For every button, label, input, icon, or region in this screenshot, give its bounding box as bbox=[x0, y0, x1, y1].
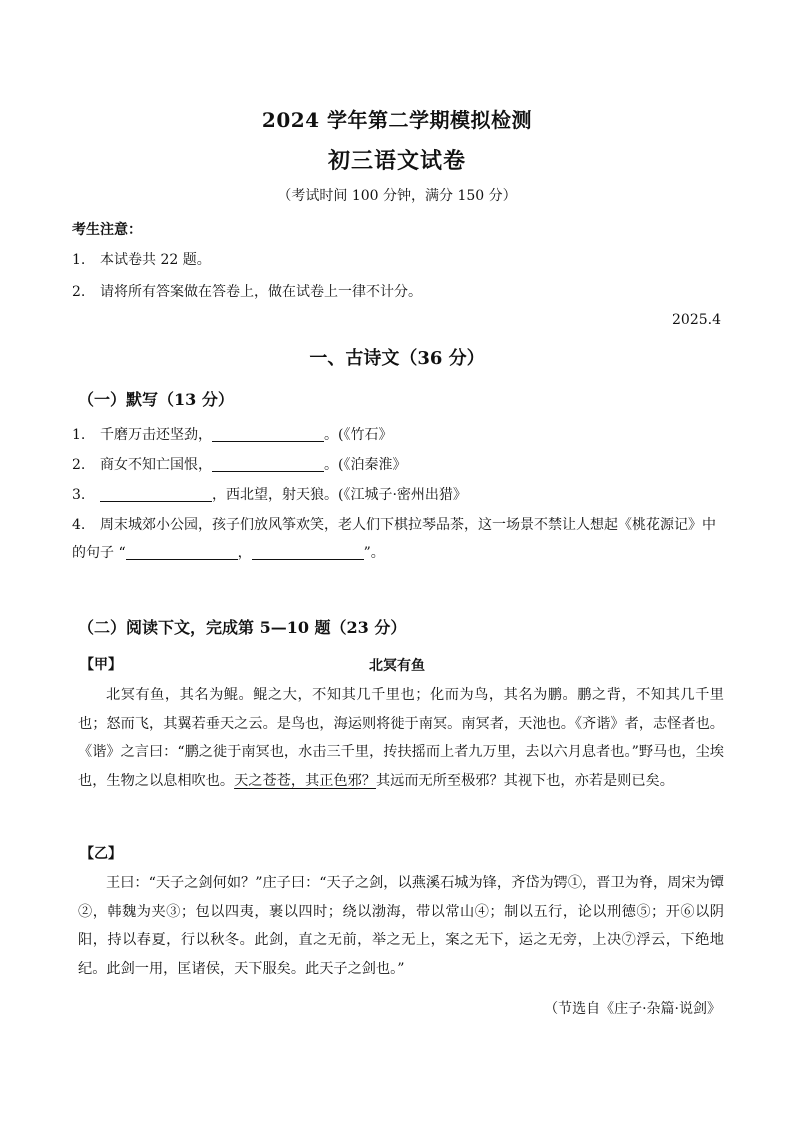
question-number: 3. bbox=[72, 487, 86, 503]
question-source: 。(《竹石》 bbox=[324, 427, 393, 443]
answer-blank bbox=[212, 455, 324, 472]
answer-blank bbox=[126, 543, 238, 560]
part-heading: （一）默写（13 分） bbox=[78, 390, 234, 409]
notice-item-text: 请将所有答案做在答卷上，做在试卷上一律不计分。 bbox=[100, 284, 422, 300]
question-number: 1. bbox=[72, 427, 86, 443]
notice-item-text: 本试卷共 22 题。 bbox=[100, 252, 211, 268]
exam-title: 2024 学年第二学期模拟检测 bbox=[261, 108, 533, 132]
passage-jia bbox=[78, 681, 724, 795]
answer-blank bbox=[100, 485, 212, 502]
notice-item bbox=[72, 249, 211, 269]
question-text: ，西北望，射天狼。(《江城子·密州出猎》 bbox=[212, 487, 467, 503]
passage-text: 北冥有鱼，其名为鲲。鲲之大，不知其几千里也；化而为鸟，其名为鹏。鹏之背，不知其几千里也；怒而飞，其翼若垂天之云。是鸟也，海运则将徙于南冥。南冥者，天池也。《齐谐》者，志怪者也。《谐》之言曰：“鹏之徙于南冥也，水击三千里，抟扶摇而上者九万里，去以六月息者也。”野马也，尘埃也，生物之以息相吹也。 bbox=[78, 687, 724, 789]
question-2 bbox=[72, 451, 406, 479]
notice-item bbox=[72, 281, 422, 301]
question-source: 。(《泊秦淮》 bbox=[324, 457, 407, 473]
question-number: 2. bbox=[72, 457, 86, 473]
exam-time-info: （考试时间 100 分钟，满分 150 分） bbox=[277, 188, 517, 204]
question-1 bbox=[72, 421, 392, 449]
part-heading: （二）阅读下文，完成第 5—10 题（23 分） bbox=[78, 618, 407, 637]
question-text: 千磨万击还坚劲， bbox=[100, 427, 212, 443]
passage-source: （节选自《庄子·杂篇·说剑》 bbox=[544, 1001, 721, 1017]
question-number: 4. bbox=[72, 517, 86, 533]
passage-yi bbox=[78, 869, 724, 983]
passage-title: 北冥有鱼 bbox=[369, 658, 425, 674]
question-4 bbox=[72, 511, 722, 567]
question-text: 周末城郊小公园，孩子们放风筝欢笑，老人们下棋拉琴品茶，这一场景不禁让人想起《桃花源记》中的句子 “ bbox=[72, 517, 716, 561]
notice-item-number: 1. bbox=[72, 252, 86, 268]
notice-heading: 考生注意： bbox=[72, 222, 142, 238]
answer-blank bbox=[212, 425, 324, 442]
passage-tag-yi: 【乙】 bbox=[80, 846, 122, 862]
exam-subject-title: 初三语文试卷 bbox=[327, 148, 466, 174]
passage-text: 王曰：“天子之剑何如？”庄子曰：“天子之剑，以燕溪石城为锋，齐岱为锷①，晋卫为脊，周宋为镡②，韩魏为夹③；包以四夷，裹以四时；绕以渤海，带以常山④；制以五行，论以刑德⑤；开⑥以阴阳，持以春夏，行以秋冬。此剑，直之无前，举之无上，案之无下，运之无旁，上决⑦浮云，下绝地纪。此剑一用，匡诸侯，天下服矣。此天子之剑也。” bbox=[78, 875, 724, 977]
notice-item-number: 2. bbox=[72, 284, 86, 300]
question-3 bbox=[72, 481, 467, 509]
question-text: 商女不知亡国恨， bbox=[100, 457, 212, 473]
section-title: 一、古诗文（36 分） bbox=[309, 348, 485, 369]
question-end: ”。 bbox=[363, 545, 385, 561]
passage-text: 其远而无所至极邪？其视下也，亦若是则已矣。 bbox=[375, 772, 674, 789]
exam-date: 2025.4 bbox=[672, 312, 721, 328]
question-comma: ， bbox=[237, 545, 252, 561]
passage-tag-jia: 【甲】 bbox=[80, 657, 122, 673]
answer-blank bbox=[252, 543, 364, 560]
underlined-sentence: 天之苍苍，其正色邪？ bbox=[234, 772, 376, 789]
